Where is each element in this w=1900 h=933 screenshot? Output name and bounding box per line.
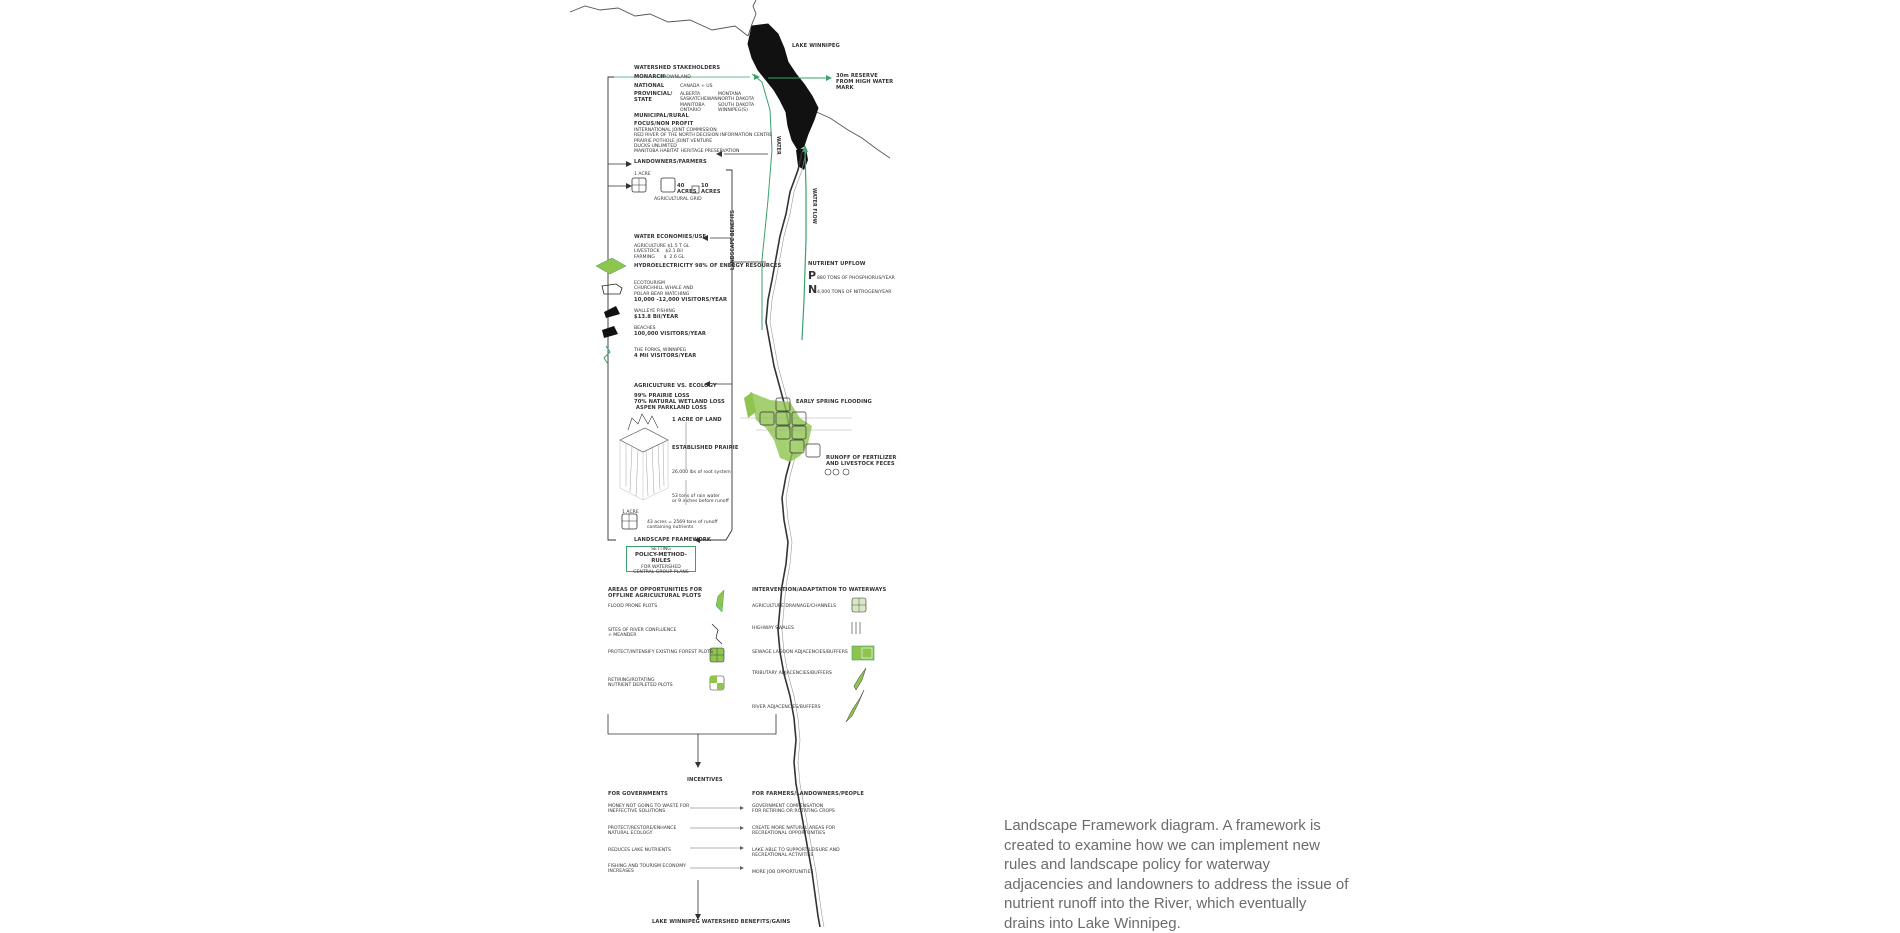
agri-eco-title: AGRICULTURE VS. ECOLOGY bbox=[634, 383, 717, 389]
nutrient-title: NUTRIENT UPFLOW bbox=[808, 261, 866, 267]
runoff-label: 43 acres = 2569 tons of runoff containing nutrients bbox=[647, 520, 718, 531]
forty-acres-label: 40 ACRES bbox=[677, 183, 697, 195]
established-prairie-label: ESTABLISHED PRAIRIE bbox=[672, 445, 739, 451]
ecotourism-value: 10,000 -12,000 VISITORS/YEAR bbox=[634, 297, 728, 303]
forks-icon bbox=[604, 346, 610, 364]
beach-icon bbox=[602, 326, 618, 338]
provincial-label: PROVINCIAL/ STATE bbox=[634, 91, 673, 103]
policy-box bbox=[626, 546, 696, 575]
monarch-label: MONARCH bbox=[634, 74, 665, 80]
intervention-item: AGRICULTURE DRAINAGE/CHANNELS bbox=[752, 604, 836, 609]
gov-item: PROTECT/RESTORE/ENHANCE NATURAL ECOLOGY bbox=[608, 826, 677, 837]
hydro-label: HYDROELECTRICITY 98% OF ENERGY RESOURCES bbox=[634, 263, 782, 269]
nitrogen-value: 4,000 TONS OF NITROGEN/YEAR bbox=[817, 290, 892, 295]
swale-icon bbox=[852, 622, 860, 634]
opportunity-item: PROTECT/INTENSIFY EXISTING FOREST PLOTS bbox=[608, 650, 713, 655]
root-system-label: 26,000 lbs of root system bbox=[672, 470, 731, 475]
nitrogen-symbol: N bbox=[808, 283, 818, 296]
policy-line-4: CENTRAL GROUP PLANS bbox=[633, 569, 689, 575]
farm-item: LAKE ABLE TO SUPPORT LEISURE AND RECREATIONAL ACTIVITIES bbox=[752, 848, 840, 859]
landowners-label: LANDOWNERS/FARMERS bbox=[634, 159, 707, 165]
landscape-benefits-label: LANDSCAPE BENEFITS bbox=[731, 210, 736, 270]
water-flow-line bbox=[802, 150, 806, 340]
intervention-item: RIVER ADJACENCIES/BUFFERS bbox=[752, 705, 821, 710]
farm-item: MORE JOB OPPORTUNITIES bbox=[752, 870, 814, 875]
diagram-caption: Landscape Framework diagram. A framework is created to examine how we can implement new rules and landscape policy for waterway adjacencies and landowners to address the issue of nutrient runoff into the River, which eventually drains into Lake Winnipeg. bbox=[1004, 817, 1349, 932]
incentives-title: INCENTIVES bbox=[687, 777, 723, 783]
fishing-value: $13.8 Bil/YEAR bbox=[634, 314, 679, 320]
incentive-arrows bbox=[690, 806, 744, 870]
stakeholders-title: WATERSHED STAKEHOLDERS bbox=[634, 65, 721, 71]
intervention-item: HIGHWAY SWALES bbox=[752, 626, 794, 631]
acre-unit-label-2: 1 ACRE bbox=[622, 510, 639, 515]
agri-grid-label: AGRICULTURAL GRID bbox=[654, 197, 702, 202]
lake-label: LAKE WINNIPEG bbox=[792, 43, 840, 49]
policy-line-3: FOR WATERSHED bbox=[641, 564, 681, 570]
municipal-label: MUNICIPAL/RURAL bbox=[634, 113, 689, 119]
polar-bear-icon bbox=[602, 284, 622, 294]
hydro-icon bbox=[596, 258, 626, 274]
provinces-us: MONTANA NORTH DAKOTA SOUTH DAKOTA WINNIPEG(S) bbox=[718, 92, 755, 113]
opportunity-item: RETIRING/ROTATING NUTRIENT DEPLETED PLOTS bbox=[608, 678, 673, 689]
fish-icon bbox=[604, 306, 620, 318]
farm-item: CREATE MORE NATURAL AREAS FOR RECREATIONAL OPPORTUNITIES bbox=[752, 826, 836, 837]
runoff-fertilizer-label: RUNOFF OF FERTILIZER AND LIVESTOCK FECES bbox=[826, 455, 897, 467]
reserve-label-2: FROM HIGH WATER bbox=[836, 79, 894, 85]
beaches-label: BEACHES bbox=[634, 326, 656, 331]
reserve-label-1: 30m RESERVE bbox=[836, 73, 878, 79]
policy-line-1: SETTING bbox=[651, 547, 671, 552]
acre-runoff-icon bbox=[622, 514, 637, 529]
opportunity-bracket bbox=[608, 714, 776, 734]
forks-label: THE FORKS, WINNIPEG bbox=[634, 348, 687, 353]
policy-line-2: POLICY-METHOD-RULES bbox=[635, 552, 687, 565]
gov-item: MONEY NOT GOING TO WASTE FOR INEFFECTIVE SOLUTIONS bbox=[608, 804, 690, 815]
ecotourism-label: ECOTOURISM CHURCHHILL WHALE AND POLAR BEAR WATCHING bbox=[634, 281, 694, 297]
river-buffer-icon bbox=[846, 690, 864, 722]
economies-title: WATER ECONOMIES/USE bbox=[634, 234, 707, 240]
acre-unit-label: 1 ACRE bbox=[634, 172, 651, 177]
benefits-loop bbox=[700, 170, 732, 540]
confluence-icon bbox=[712, 624, 722, 644]
flood-plot-icon bbox=[716, 590, 724, 612]
water-flow-label: WATER FLOW bbox=[811, 188, 816, 224]
prairie-roots-illustration bbox=[620, 414, 668, 500]
intervention-item: SEWAGE LAGOON ADJACENCIES/BUFFERS bbox=[752, 650, 848, 655]
national-label: NATIONAL bbox=[634, 83, 665, 89]
fishing-label: WALLEYE FISHING bbox=[634, 309, 676, 314]
focus-label: FOCUS/NON PROFIT bbox=[634, 121, 694, 127]
loss-stats: 99% PRAIRIE LOSS 70% NATURAL WETLAND LOSS ASPEN PARKLAND LOSS bbox=[634, 393, 725, 411]
farm-item: GOVERNMENT COMPENSATION FOR RETIRING OR ROTATING CROPS bbox=[752, 804, 835, 815]
gov-item: FISHING AND TOURISM ECONOMY INCREASES bbox=[608, 864, 686, 875]
monarch-value: CROWNLAND bbox=[660, 75, 691, 80]
phosphorus-symbol: P bbox=[808, 269, 817, 282]
north-river-west bbox=[570, 6, 748, 36]
focus-list: INTERNATIONAL JOINT COMMISSION RED RIVER OF THE NORTH DECISION INFORMATION CENTRE PRAIRIE POTHOLE JOINT VENTURE DUCKS UNLIMITED MANITOBA HABITAT HERITAGE PRESERVATION bbox=[634, 128, 773, 155]
gov-item: REDUCES LAKE NUTRIENTS bbox=[608, 848, 671, 853]
opportunity-item: SITES OF RIVER CONFLUENCE + MEANDER bbox=[608, 628, 677, 639]
acre-of-land-label: 1 ACRE OF LAND bbox=[672, 417, 722, 423]
opportunities-title: AREAS OF OPPORTUNITIES FOR OFFLINE AGRICULTURAL PLOTS bbox=[608, 587, 703, 599]
reserve-label-3: MARK bbox=[836, 85, 854, 91]
east-river bbox=[812, 110, 890, 158]
national-value: CANADA + US bbox=[680, 84, 713, 89]
agriculture-values: AGRICULTURE $1.5 T GL LIVESTOCK $2.1 Bil FARMING $ 2.6 GL bbox=[634, 244, 690, 260]
opportunity-item: FLOOD PRONE PLOTS bbox=[608, 604, 658, 609]
spring-flooding-label: EARLY SPRING FLOODING bbox=[796, 399, 872, 405]
ten-acres-label: 10 ACRES bbox=[701, 183, 721, 195]
final-benefits-label: LAKE WINNIPEG WATERSHED BENEFITS/GAINS bbox=[652, 919, 791, 925]
intervention-item: TRIBUTARY ADJACENCIES/BUFFERS bbox=[752, 671, 832, 676]
interventions-title: INTERVENTION/ADAPTATION TO WATERWAYS bbox=[752, 587, 887, 593]
beaches-value: 100,000 VISITORS/YEAR bbox=[634, 331, 707, 337]
forty-acre-icon bbox=[661, 178, 675, 192]
provinces-canada: ALBERTA SASKATCHEWAN MANITOBA ONTARIO bbox=[680, 92, 718, 113]
gov-title: FOR GOVERNMENTS bbox=[608, 791, 668, 797]
tributary-icon bbox=[854, 668, 866, 690]
landscape-framework-label: LANDSCAPE FRAMEWORK bbox=[634, 537, 711, 543]
phosphorus-value: 880 TONS OF PHOSPHORUS/YEAR bbox=[817, 276, 895, 281]
forks-value: 4 Mil VISITORS/YEAR bbox=[634, 353, 697, 359]
water-label: WATER bbox=[775, 136, 780, 155]
farm-title: FOR FARMERS/LANDOWNERS/PEOPLE bbox=[752, 791, 864, 797]
rain-water-label: 53 tons of rain water or 9 inches before runoff bbox=[672, 494, 729, 505]
